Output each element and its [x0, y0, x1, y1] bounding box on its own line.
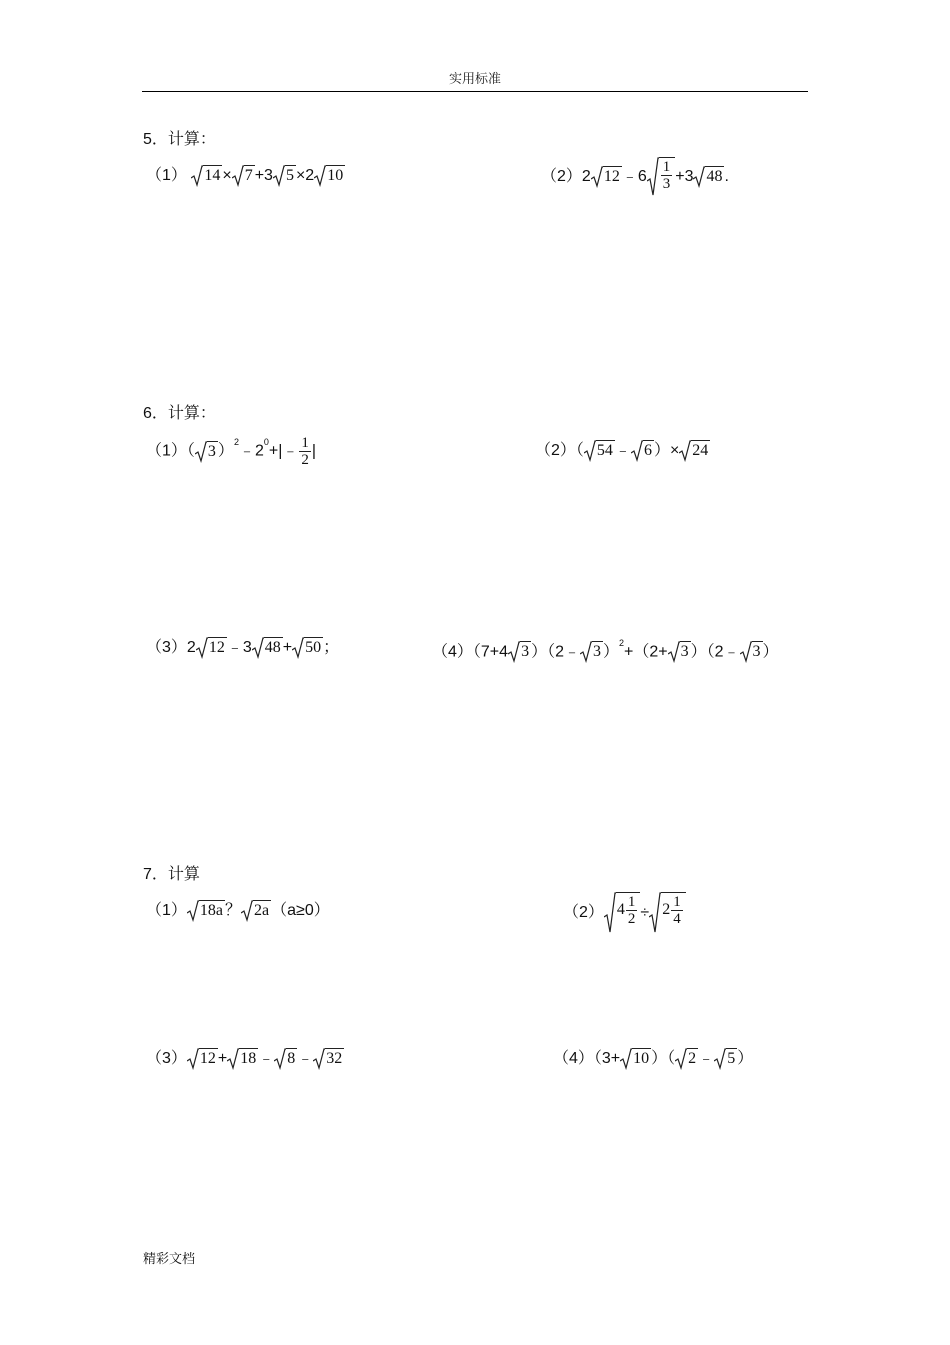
radical [591, 166, 622, 188]
fraction-numerator: 1 [673, 894, 681, 910]
radical [584, 440, 615, 462]
operator: × [669, 442, 680, 460]
radicand: 2a [253, 900, 271, 922]
problem-label: （2） [535, 442, 576, 460]
radicand: 24 [691, 440, 710, 462]
operator: ﹣ [614, 442, 631, 460]
operator: ﹣ [258, 1050, 275, 1068]
operator: ﹣ [297, 1050, 314, 1068]
radicand: 6 [643, 440, 654, 462]
term: ） [762, 643, 779, 661]
problem-label: （4） [553, 1050, 594, 1068]
page-header: 实用标准 [448, 71, 501, 86]
operator: ﹣ [698, 1050, 715, 1068]
term: （3+ [593, 1050, 621, 1068]
fraction [671, 894, 683, 927]
problem-7-2 [563, 892, 686, 934]
radical [693, 166, 724, 188]
fraction-denominator: 2 [627, 911, 636, 927]
radical [195, 441, 218, 463]
paren-open: （ [186, 442, 195, 460]
coefficient: 2 [186, 639, 196, 657]
fraction-numerator: 1 [301, 435, 309, 451]
operator: ？ [225, 902, 242, 920]
period: . [724, 168, 729, 186]
paren-open: （ [575, 442, 584, 460]
condition: （a≥0） [271, 902, 330, 920]
problem-6-3 [146, 637, 339, 659]
radicand: 7 [244, 165, 255, 187]
radicand: 12 [208, 637, 227, 659]
radical [313, 1048, 344, 1070]
operator: × [222, 167, 232, 185]
radical-mixed-number [604, 892, 641, 934]
term: ） [737, 1050, 754, 1068]
radicand: 3 [520, 641, 531, 663]
fraction-denominator: 4 [673, 911, 681, 927]
problem-7-3 [146, 1048, 344, 1070]
radical [292, 637, 323, 659]
radical [241, 900, 271, 922]
radical [191, 165, 222, 187]
radical [314, 165, 345, 187]
operator: ﹣2 [238, 442, 264, 460]
radicand: 12 [603, 166, 622, 188]
fraction [661, 159, 673, 192]
problem-label: （1） [146, 167, 187, 185]
term: +（2+ [624, 643, 668, 661]
problem-label: （2） [541, 168, 582, 186]
term: ）（2﹣ [690, 643, 740, 661]
semicolon: ； [323, 639, 340, 657]
exponent: 2 [618, 638, 624, 648]
header-rule [142, 91, 808, 92]
radical [273, 165, 296, 187]
section-6-title: 6．计算： [143, 405, 216, 422]
radicand: 48 [264, 637, 283, 659]
radicand: 10 [632, 1048, 651, 1070]
problem-label: （1） [146, 442, 187, 460]
radical [274, 1048, 297, 1070]
exponent: 2 [233, 437, 239, 448]
problem-7-4 [553, 1048, 753, 1070]
radical [675, 1048, 698, 1070]
fraction-denominator: 3 [662, 176, 671, 192]
operator: ×2 [295, 167, 315, 185]
operator: +3 [254, 167, 273, 185]
problem-label: （4） [432, 643, 473, 661]
operator: + [282, 639, 293, 657]
problem-5-1 [146, 165, 345, 187]
radical [508, 641, 531, 663]
abs-bar: | [311, 442, 317, 460]
fraction-numerator: 1 [662, 159, 671, 175]
paren-close: ） [217, 442, 234, 460]
section-5-title: 5．计算： [143, 131, 216, 148]
radical [227, 1048, 258, 1070]
operator: + [217, 1050, 228, 1068]
paren-close: ） [653, 442, 670, 460]
radicand: 3 [207, 441, 218, 463]
term: ）（2﹣ [531, 643, 580, 661]
operator: ﹣3 [226, 639, 252, 657]
radicand: 3 [752, 641, 763, 663]
radicand: 3 [680, 641, 691, 663]
radical [631, 440, 654, 462]
radical [740, 641, 763, 663]
operator: ÷ [640, 904, 650, 922]
operator: ﹣6 [621, 168, 647, 186]
operator: +|﹣ [268, 442, 299, 460]
radicand: 32 [325, 1048, 344, 1070]
radical [187, 1048, 218, 1070]
radicand: 14 [203, 165, 222, 187]
radicand: 18a [199, 900, 225, 922]
radical [232, 165, 255, 187]
whole-number: 4 [616, 901, 625, 919]
radicand: 8 [286, 1048, 297, 1070]
radicand: 5 [726, 1048, 737, 1070]
coefficient: 2 [581, 168, 591, 186]
term: ） [602, 643, 619, 661]
problem-label: （3） [146, 639, 187, 657]
radical [620, 1048, 651, 1070]
whole-number: 2 [662, 901, 671, 919]
radical [714, 1048, 737, 1070]
radicand: 54 [596, 440, 615, 462]
problem-label: （3） [146, 1050, 187, 1068]
fraction [626, 894, 638, 927]
radical [580, 641, 603, 663]
problem-6-2 [535, 440, 710, 462]
term: （7+4 [472, 643, 509, 661]
problem-label: （2） [563, 904, 604, 922]
radicand: 10 [326, 165, 345, 187]
radical [196, 637, 227, 659]
section-7-title: 7．计算 [143, 866, 200, 883]
radical-fraction [647, 157, 676, 197]
radicand: 3 [592, 641, 603, 663]
exponent: 0 [263, 437, 269, 448]
problem-7-1 [146, 900, 330, 922]
problem-label: （1） [146, 902, 187, 920]
problem-6-1 [146, 435, 316, 468]
radicand: 50 [304, 637, 323, 659]
radical-mixed-number [649, 892, 686, 934]
operator: +3 [675, 168, 694, 186]
radicand: 48 [705, 166, 724, 188]
radical [679, 440, 710, 462]
radical [668, 641, 691, 663]
radical [252, 637, 283, 659]
fraction-denominator: 2 [301, 452, 309, 468]
radicand: 12 [199, 1048, 218, 1070]
radicand: 18 [239, 1048, 258, 1070]
page-footer: 精彩文档 [143, 1251, 196, 1266]
radicand: 5 [285, 165, 296, 187]
problem-6-4 [432, 637, 779, 663]
problem-5-2 [541, 157, 729, 197]
radical [187, 900, 225, 922]
fraction [299, 435, 311, 468]
term: ）（ [651, 1050, 676, 1068]
radicand: 2 [687, 1048, 698, 1070]
fraction-numerator: 1 [627, 894, 636, 910]
